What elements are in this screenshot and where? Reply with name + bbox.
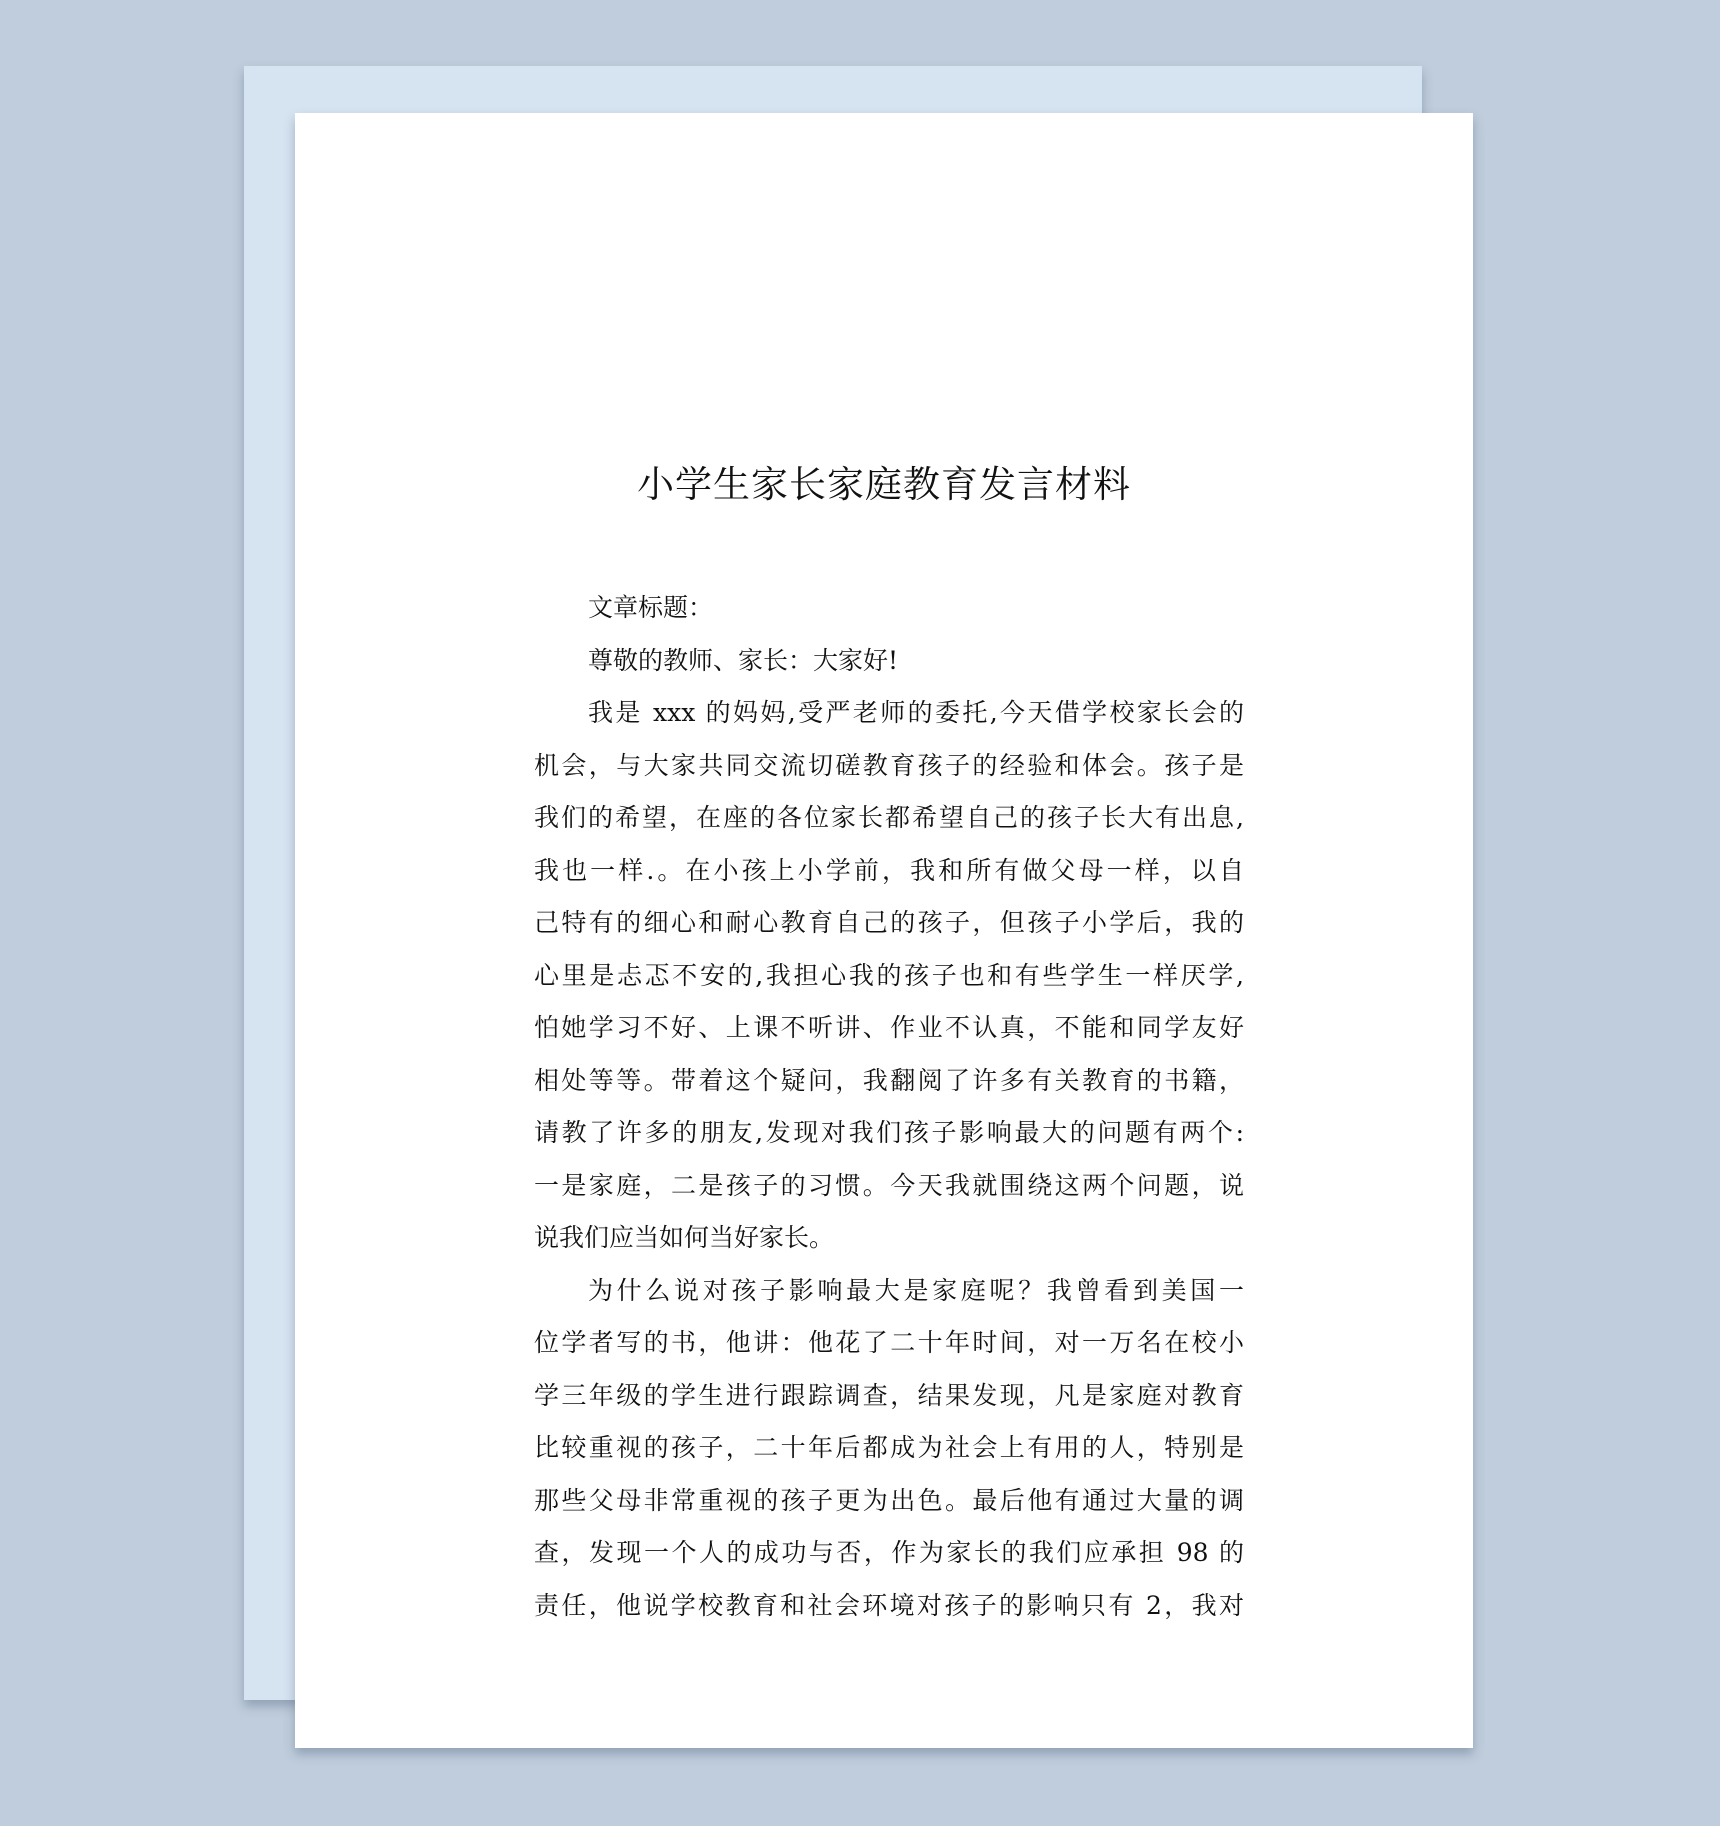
text-line: 为什么说对孩子影响最大是家庭呢？我曾看到美国一 <box>588 1275 1244 1305</box>
text-line: 我是 xxx 的妈妈,受严老师的委托,今天借学校家长会的 <box>588 698 1244 727</box>
text-line: 查，发现一个人的成功与否，作为家长的我们应承担 98 的 <box>534 1538 1244 1567</box>
text-line: 学三年级的学生进行跟踪调查，结果发现，凡是家庭对教育 <box>534 1380 1244 1410</box>
text-line: 相处等等。带着这个疑问，我翻阅了许多有关教育的书籍， <box>534 1065 1244 1095</box>
text-line: 位学者写的书，他讲：他花了二十年时间，对一万名在校小 <box>534 1328 1244 1357</box>
text-line: 己特有的细心和耐心教育自己的孩子，但孩子小学后，我的 <box>534 908 1244 937</box>
text-line: 请教了许多的朋友,发现对我们孩子影响最大的问题有两个: <box>534 1118 1244 1147</box>
text-line: 我们的希望，在座的各位家长都希望自己的孩子长大有出息, <box>534 803 1244 832</box>
document-body <box>534 582 1244 1632</box>
text-line: 那些父母非常重视的孩子更为出色。最后他有通过大量的调 <box>534 1485 1244 1515</box>
text-line: 心里是忐忑不安的,我担心我的孩子也和有些学生一样厌学, <box>534 960 1244 990</box>
text-line: 怕她学习不好、上课不听讲、作业不认真，不能和同学友好 <box>534 1013 1244 1042</box>
text-line: 说我们应当如何当好家长。 <box>534 1223 835 1252</box>
text-line: 机会，与大家共同交流切磋教育孩子的经验和体会。孩子是 <box>534 750 1244 780</box>
text-line: 比较重视的孩子，二十年后都成为社会上有用的人，特别是 <box>534 1433 1244 1462</box>
document-page <box>295 113 1473 1748</box>
text-line: 我也一样.。在小孩上小学前，我和所有做父母一样，以自 <box>534 855 1244 885</box>
text-line: 文章标题： <box>588 593 714 622</box>
text-line: 责任，他说学校教育和社会环境对孩子的影响只有 2，我对 <box>534 1590 1244 1620</box>
document-title: 小学生家长家庭教育发言材料 <box>637 463 1131 506</box>
text-line: 一是家庭，二是孩子的习惯。今天我就围绕这两个问题，说 <box>534 1170 1244 1200</box>
text-line: 尊敬的教师、家长：大家好! <box>588 645 899 675</box>
